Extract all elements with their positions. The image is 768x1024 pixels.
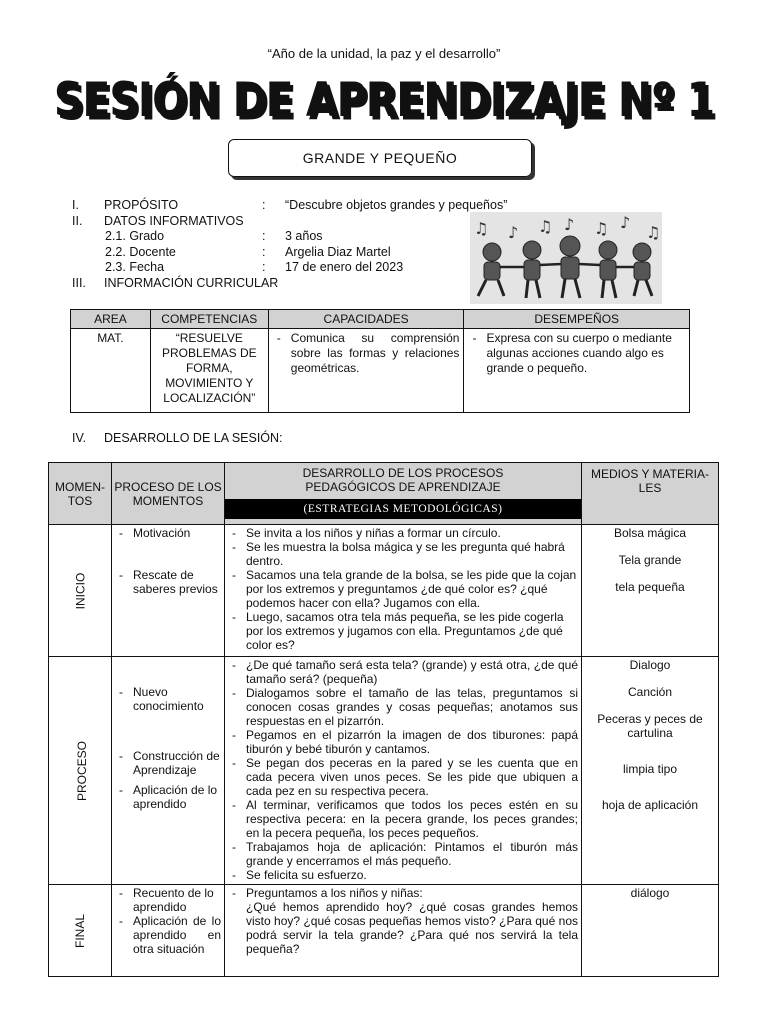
desempeno-cell: - Expresa con su cuerpo o mediante algunas acciones cuando algo es grande o pequeño. <box>464 329 690 413</box>
page-title: SESIÓN DE APRENDIZAJE Nº 1 <box>53 72 715 128</box>
desarrollo-heading: IV. DESARROLLO DE LA SESIÓN: <box>72 431 283 445</box>
competencia-cell: “RESUELVE PROBLEMAS DE FORMA, MOVIMIENTO Y LOCALIZACIÓN” <box>150 329 268 413</box>
desarrollo-header-row <box>49 463 719 525</box>
list-item: - ¿De qué tamaño será esta tela? (grande) y está otra, ¿de qué tamaño será? (pequeña) <box>228 658 578 686</box>
curricular-row <box>71 329 690 413</box>
proposito-value: “Descubre objetos grandes y pequeños” <box>285 198 508 212</box>
list-item: - Luego, sacamos otra tela más pequeña, se les pide cogerla por los extremos y jugamos con ella. Preguntamos ¿de qué color es? <box>228 610 578 652</box>
svg-text:♫: ♫ <box>474 219 489 238</box>
proceso-steps <box>225 657 582 885</box>
inicio-steps <box>225 525 582 657</box>
list-item: - Sacamos una tela grande de la bolsa, se les pide que la cojan por los extremos y preguntamos ¿de qué color es? ¿qué podemos hacer con ella? Jugamos con ella. <box>228 568 578 610</box>
estrategias-bar: (ESTRATEGIAS METODOLÓGICAS) <box>225 499 581 519</box>
header-area: AREA <box>71 310 151 329</box>
svg-text:♫: ♫ <box>538 217 553 236</box>
list-item: - Dialogamos sobre el tamaño de las telas, preguntamos si conocen cosas grandes y cosas pequeñas; anotamos sus respuestas en el pizarrón. <box>228 686 578 728</box>
header-momentos: MOMEN-TOS <box>49 463 112 525</box>
list-item: - Trabajamos hoja de aplicación: Pintamos el tiburón más grande y encerramos el más pequeño. <box>228 840 578 868</box>
inicio-row <box>49 525 719 657</box>
final-medios: diálogo <box>582 885 719 977</box>
list-item: - Se felicita su esfuerzo. <box>228 868 578 882</box>
header-competencias: COMPETENCIAS <box>150 310 268 329</box>
svg-text:♪: ♪ <box>564 215 575 234</box>
grado-value: 3 años <box>285 229 323 243</box>
header-proceso: PROCESO DE LOS MOMENTOS <box>112 463 225 525</box>
header-desempenos: DESEMPEÑOS <box>464 310 690 329</box>
list-item: - Al terminar, verificamos que todos los peces estén en su respectiva pecera: en la pecera grande, los peces grandes; en la pecera pequeña, los peces pequeños. <box>228 798 578 840</box>
final-label: FINAL <box>49 885 112 977</box>
list-item: - Preguntamos a los niños y niñas: <box>228 886 578 900</box>
list-item: - Se invita a los niños y niñas a formar un círculo. <box>228 526 578 540</box>
year-motto: “Año de la unidad, la paz y el desarrollo” <box>267 46 501 61</box>
capacidad-cell: - Comunica su comprensión sobre las formas y relaciones geométricas. <box>268 329 464 413</box>
final-procesos: - Recuento de lo aprendido - Aplicación de lo aprendido en otra situación <box>112 885 225 977</box>
fecha-value: 17 de enero del 2023 <box>285 260 404 274</box>
desarrollo-table <box>48 462 719 977</box>
svg-text:♫: ♫ <box>646 223 661 242</box>
area-cell: MAT. <box>71 329 151 413</box>
session-topic-box <box>228 139 532 177</box>
proceso-procesos: - Nuevo conocimiento - Construcción de Aprendizaje - Aplicación de lo aprendido <box>112 657 225 885</box>
list-item: - Pegamos en el pizarrón la imagen de dos tiburones: papá tiburón y bebé tiburón y cantamos. <box>228 728 578 756</box>
dancing-kids-illustration <box>470 212 662 304</box>
final-steps <box>225 885 582 977</box>
svg-text:♫: ♫ <box>594 219 609 238</box>
header-desarrollo: DESARROLLO DE LOS PROCESOS PEDAGÓGICOS DE APRENDIZAJE (ESTRATEGIAS METODOLÓGICAS) <box>225 463 582 525</box>
proceso-medios: Dialogo Canción Peceras y peces de cartulina limpia tipo hoja de aplicación <box>582 657 719 885</box>
inicio-procesos: - Motivación - Rescate de saberes previos <box>112 525 225 657</box>
list-item: - Se les muestra la bolsa mágica y se les pregunta qué habrá dentro. <box>228 540 578 568</box>
curricular-header-row <box>71 310 690 329</box>
session-topic: GRANDE Y PEQUEÑO <box>302 150 458 166</box>
proceso-row <box>49 657 719 885</box>
final-questions: ¿Qué hemos aprendido hoy? ¿qué cosas grandes hemos visto hoy? ¿qué cosas pequeñas hemos visto? ¿Para qué nos podrá servir la tela grande? ¿Para qué nos servirá la tela pequeña? <box>246 900 578 956</box>
inicio-label: INICIO <box>49 525 112 657</box>
docente-value: Argelia Diaz Martel <box>285 244 391 259</box>
inicio-medios: Bolsa mágica Tela grande tela pequeña <box>582 525 719 657</box>
header-medios: MEDIOS Y MATERIA-LES <box>582 463 719 525</box>
svg-text:♪: ♪ <box>508 223 519 242</box>
final-row <box>49 885 719 977</box>
list-item: - Se pegan dos peceras en la pared y se les cuenta que en cada pecera viven unos peces. Se les pide que ubiquen a cada pez en su respectiva pecera. <box>228 756 578 798</box>
svg-text:♪: ♪ <box>620 213 631 232</box>
header-capacidades: CAPACIDADES <box>268 310 464 329</box>
curricular-table <box>70 309 690 413</box>
proceso-label: PROCESO <box>49 657 112 885</box>
